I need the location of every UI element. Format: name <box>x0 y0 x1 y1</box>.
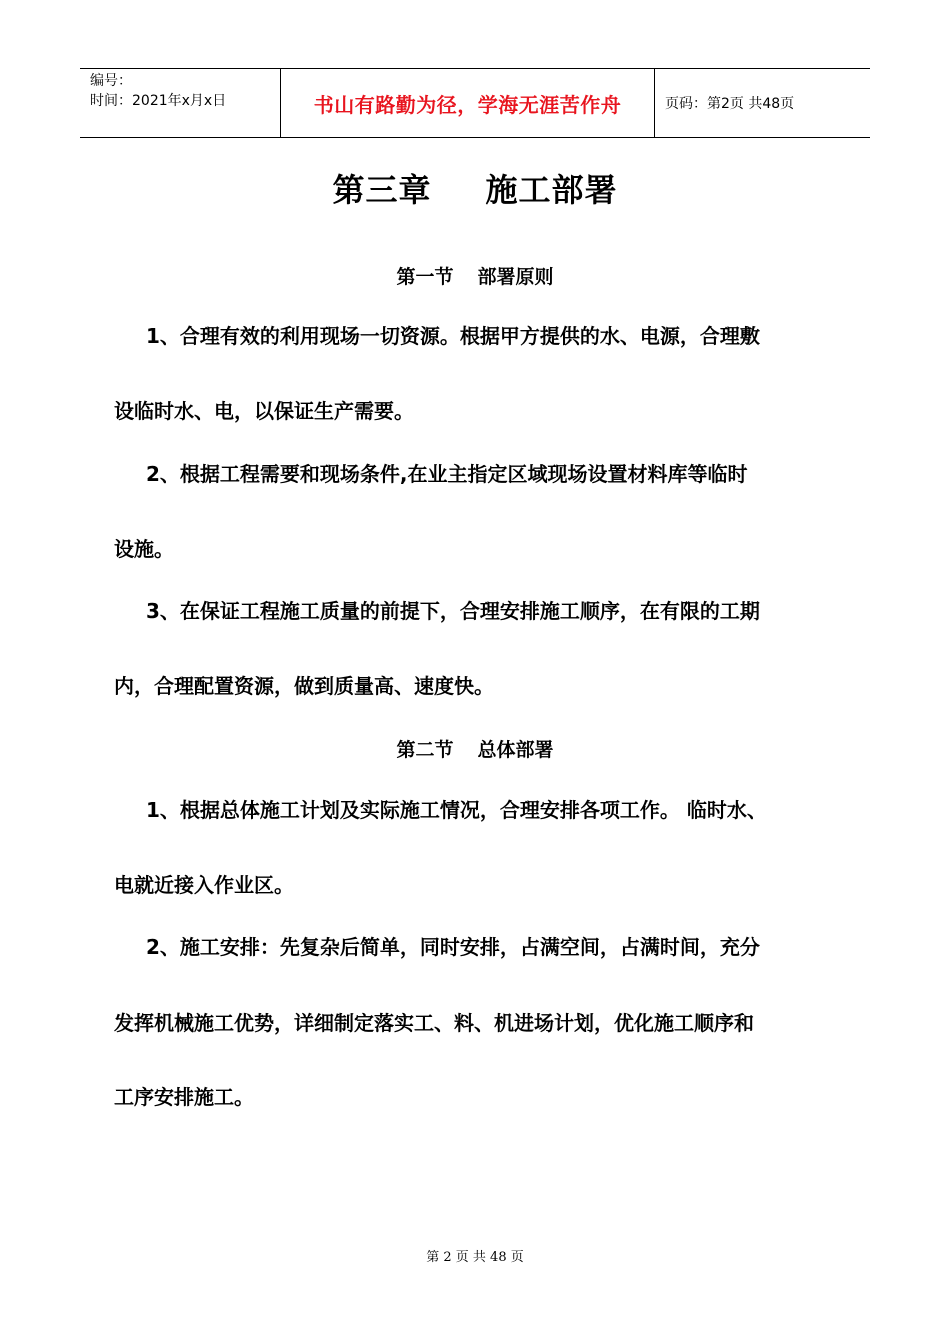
paragraph-line: 电就近接入作业区。 <box>114 873 294 897</box>
section-title <box>0 735 950 762</box>
paragraph-line: 工序安排施工。 <box>114 1085 254 1109</box>
paragraph-line: 1、根据总体施工计划及实际施工情况，合理安排各项工作。 临时水、 <box>146 798 767 822</box>
paragraph-line: 内，合理配置资源，做到质量高、速度快。 <box>114 674 494 698</box>
paragraph-line: 3、在保证工程施工质量的前提下，合理安排施工顺序，在有限的工期 <box>146 599 760 623</box>
section-number: 第一节 <box>396 266 454 288</box>
time-label: 时间：2021年x月x日 <box>90 93 227 109</box>
paragraph-line: 2、施工安排：先复杂后简单，同时安排，占满空间，占满时间，充分 <box>146 935 760 959</box>
section-name: 总体部署 <box>477 739 554 761</box>
header-motto: 书山有路勤为径，学海无涯苦作舟 <box>281 69 655 137</box>
page-footer: 第 2 页 共 48 页 <box>426 1250 524 1265</box>
paragraph-line: 发挥机械施工优势，详细制定落实工、料、机进场计划，优化施工顺序和 <box>114 1011 754 1035</box>
chapter-number: 第三章 <box>332 171 432 209</box>
paragraph-line: 2、根据工程需要和现场条件,在业主指定区域现场设置材料库等临时 <box>146 462 748 486</box>
header-table <box>80 68 870 138</box>
chapter-title <box>0 165 950 211</box>
section-number: 第二节 <box>396 739 454 761</box>
paragraph-line: 设临时水、电，以保证生产需要。 <box>114 399 414 423</box>
paragraph-line: 1、合理有效的利用现场一切资源。根据甲方提供的水、电源，合理敷 <box>146 324 760 348</box>
chapter-name: 施工部署 <box>485 171 618 209</box>
section-name: 部署原则 <box>477 266 554 288</box>
paragraph-line: 设施。 <box>114 537 174 561</box>
number-label: 编号： <box>90 73 132 89</box>
header-page-info: 页码：第2页 共48页 <box>665 96 795 112</box>
section-title <box>0 262 950 289</box>
header-left-cell <box>80 69 281 137</box>
